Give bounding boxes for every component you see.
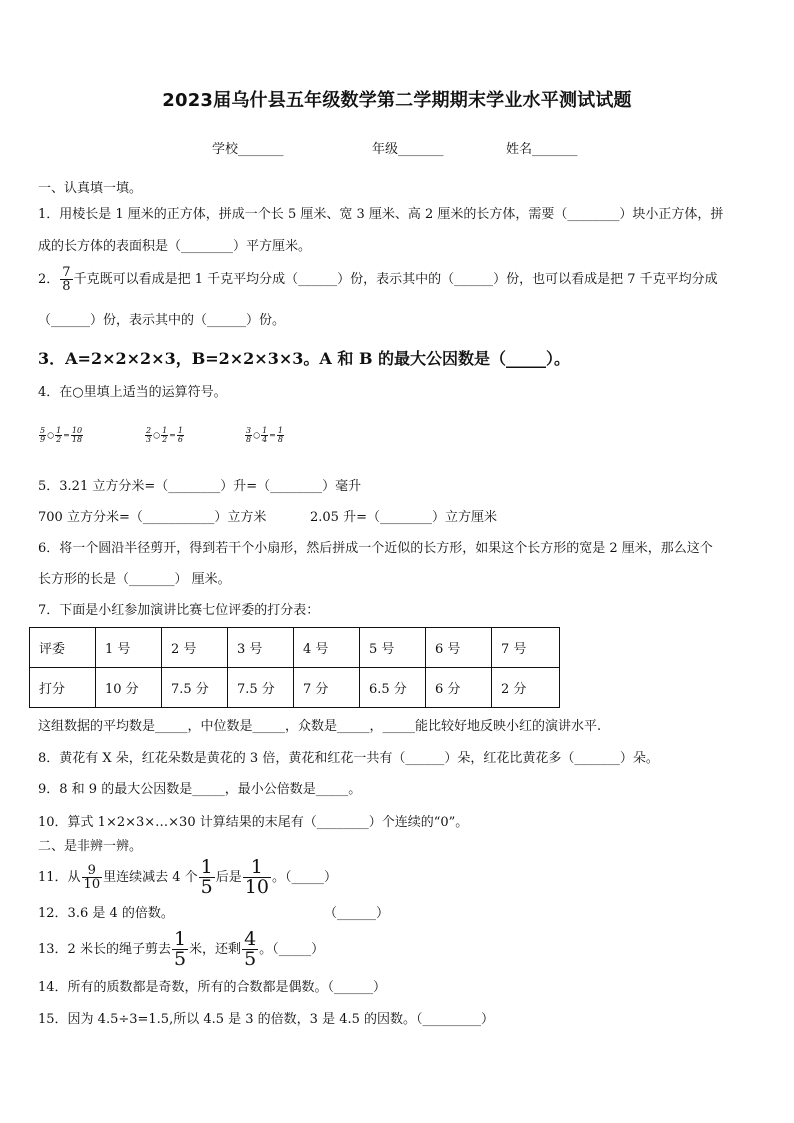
numerator: 5 [40,426,46,435]
table-cell: 5 号 [360,628,426,668]
question-7: 7．下面是小红参加演讲比赛七位评委的打分表： [38,603,320,618]
table-cell: 2 号 [162,628,228,668]
question-13-prefix: 13．2 米长的绳子剪去 [38,942,171,957]
fraction-one-fifth [172,930,188,969]
denominator: 9 [40,435,46,444]
question-12: 12．3.6 是 4 的倍数。 [38,906,174,921]
question-13 [38,930,324,969]
numerator: 4 [244,928,257,950]
question-2-line-1 [38,266,718,293]
equals-sign: = [269,430,276,440]
denominator: 5 [244,948,257,970]
question-1-line-2: 成的长方体的表面积是（________）平方厘米。 [38,239,312,254]
denominator: 18 [71,435,83,444]
numerator: 10 [71,426,83,435]
denominator: 10 [244,876,269,898]
table-cell: 7.5 分 [162,668,228,708]
denominator: 10 [83,877,101,892]
question-10: 10．算式 1×2×3×…×30 计算结果的末尾有（________）个连续的“0”。 [38,815,469,830]
question-4: 4．在○里填上适当的运算符号。 [38,385,227,400]
question-number: 2． [38,272,60,287]
question-2-text: 千克既可以看成是把 1 千克平均分成（______）份，表示其中的（______）份，也可以看成是把 7 千克平均分成 [73,272,718,287]
question-1-line-1: 1．用棱长是 1 厘米的正方体，拼成一个长 5 厘米、宽 3 厘米、高 2 厘米的长方体，需要（________）块小正方体，拼 [38,207,724,222]
page-title: 2023届乌什县五年级数学第二学期期末学业水平测试试题 [162,90,632,111]
numerator: 1 [277,426,283,435]
question-12-answer-blank: （______） [324,906,390,921]
question-15: 15．因为 4.5÷3=1.5,所以 4.5 是 3 的倍数，3 是 4.5 的因数。（_________） [38,1012,495,1027]
numerator: 9 [82,864,103,878]
question-3: 3．A=2×2×2×3，B=2×2×3×3。A 和 B 的最大公因数是（_____）。 [38,349,571,368]
question-6-line-1: 6．将一个圆沿半径剪开，得到若干个小扇形，然后拼成一个近似的长方形，如果这个长方形的宽是 2 厘米，那么这个 [38,541,713,556]
expression-1 [38,427,84,444]
denominator: 2 [56,435,62,444]
question-11-prefix: 11．从 [38,870,81,885]
table-cell: 1 号 [96,628,162,668]
table-cell: 2 分 [492,668,560,708]
section-heading-1: 一、认真填一填。 [38,181,143,196]
table-cell: 6.5 分 [360,668,426,708]
question-13-answer-blank: 。（_____） [259,942,325,957]
school-field: 学校_______ [212,142,284,157]
fraction-one-fifth [199,858,215,897]
numerator: 1 [262,426,268,435]
question-7-after: 这组数据的平均数是_____，中位数是_____，众数是_____，_____能比较好地反映小红的演讲水平. [38,719,602,734]
numerator: 1 [173,928,187,950]
operator-circle[interactable]: ○ [153,430,161,440]
grade-field: 年级_______ [372,142,444,157]
denominator: 4 [262,435,268,444]
table-cell: 6 号 [426,628,492,668]
question-6-line-2: 长方形的长是（_______） 厘米。 [38,572,231,587]
denominator: 2 [162,435,168,444]
section-heading-2: 二、是非辨一辨。 [38,839,143,854]
question-11-text-2: 后是 [215,870,242,885]
denominator: 8 [277,435,283,444]
table-cell: 7.5 分 [228,668,294,708]
equals-sign: = [169,430,176,440]
question-2-line-2: （______）份，表示其中的（______）份。 [38,313,286,328]
fraction-one-tenth [243,858,271,897]
fraction-seven-eighths [60,266,72,293]
equals-sign: = [63,430,70,440]
operator-circle[interactable]: ○ [47,430,55,440]
name-field: 姓名_______ [506,142,578,157]
question-11 [38,858,337,897]
question-9: 9．8 和 9 的最大公因数是_____，最小公倍数是_____。 [38,782,362,797]
denominator: 8 [62,279,71,294]
numerator: 1 [177,426,183,435]
question-11-text-1: 里连续减去 4 个 [103,870,198,885]
question-13-text: 米，还剩 [189,942,242,957]
table-cell: 7 分 [294,668,360,708]
question-11-answer-blank: 。（_____） [271,870,337,885]
numerator: 1 [243,858,271,878]
table-cell: 4 号 [294,628,360,668]
question-5-line-2b: 2.05 升=（________）立方厘米 [310,510,497,525]
fraction-four-fifths [242,930,258,969]
denominator: 5 [200,876,213,898]
numerator: 2 [146,426,152,435]
numerator: 1 [200,856,213,878]
table-cell: 打分 [30,668,96,708]
question-5-line-1: 5．3.21 立方分米=（________）升=（________）毫升 [38,479,362,494]
numerator: 7 [62,265,71,280]
table-cell: 6 分 [426,668,492,708]
table-cell: 评委 [30,628,96,668]
fraction-nine-tenths [82,864,103,891]
table-row [30,668,560,708]
denominator: 6 [177,435,183,444]
expression-2 [144,427,185,444]
table-cell: 7 号 [492,628,560,668]
table-row [30,628,560,668]
operator-circle[interactable]: ○ [253,430,261,440]
numerator: 1 [56,426,62,435]
numerator: 1 [162,426,168,435]
table-cell: 10 分 [96,668,162,708]
numerator: 3 [246,426,252,435]
expression-3 [244,427,285,444]
question-14: 14．所有的质数都是奇数，所有的合数都是偶数。（______） [38,980,387,995]
score-table [29,627,560,708]
denominator: 8 [246,435,252,444]
denominator: 3 [146,435,152,444]
question-5-line-2a: 700 立方分米=（___________）立方米 [38,510,267,525]
table-cell: 3 号 [228,628,294,668]
question-8: 8．黄花有 X 朵，红花朵数是黄花的 3 倍，黄花和红花一共有（______）朵，红花比黄花多（_______）朵。 [38,751,659,766]
denominator: 5 [173,948,187,970]
